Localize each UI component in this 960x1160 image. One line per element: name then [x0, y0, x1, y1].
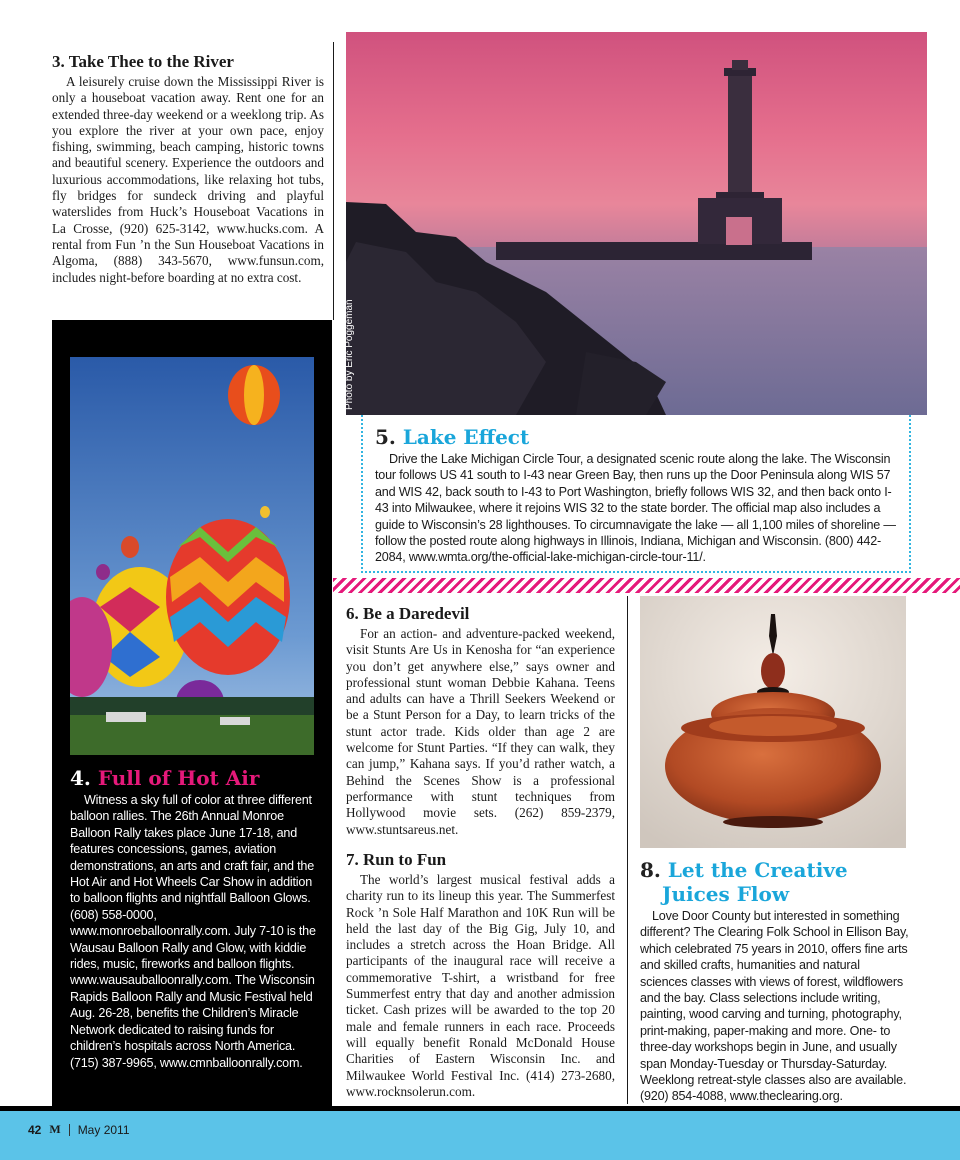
hot-air-balloons-photo	[70, 357, 314, 755]
column-rule-top	[333, 42, 334, 320]
wooden-bowl-illustration	[640, 596, 906, 848]
section-5-body: Drive the Lake Michigan Circle Tour, a designated scenic route along the lake. The Wisconsin tour follows US 41 south to I-43 near Green Bay, then runs up the Door Peninsula along WIS 57 and WIS 42, back south to I-43 to Port Washington, briefly follows WIS 32, and then back onto I-43 into Milwaukee, where it rejoins WIS 32 to the state border. The official map also includes a guide to Wisconsin’s 28 lighthouses. To circumnavigate the lake — all 1,100 miles of shoreline — follow the posted route along highways in Illinois, Indiana, Michigan and Wisconsin. (800) 442-2084, www.wmta.org/the-official-lake-michigan-circle-tour-11/.	[375, 452, 896, 565]
photo-credit-text: Photo by Eric Poggeman	[344, 299, 355, 410]
section-6-body: For an action- and adventure-packed weekend, visit Stunts Are Us in Kenosha for “an experience you don’t get anywhere else,” says owner and professional stunt woman Debbie Kahana. Teens and adults can have a Thrill Seekers Weekend or be a Stunt Person for a Day, to learn tricks of the stunt actor trade. Kids older than age 2 are welcome for Stunt Parties. “If they can walk, they can jump,” Kahana says. If you’d rather watch, a Behind the Scenes Show is a professional performance with stunt techniques from Hollywood movie sets. (262) 859-2379, www.stuntsareus.net.	[346, 626, 615, 837]
page-number: 42	[28, 1122, 42, 1137]
section-6-title: Be a Daredevil	[363, 604, 470, 623]
section-5-title: Lake Effect	[402, 425, 530, 449]
hatched-divider	[333, 578, 960, 593]
article-lake-effect	[361, 415, 911, 573]
section-4-heading	[70, 766, 318, 790]
article-be-a-daredevil	[346, 604, 615, 838]
section-4-body: Witness a sky full of color at three different balloon rallies. The 26th Annual Monroe Balloon Rally takes place June 17-18, and features concessions, games, aviation demonstrations, an arts and craft fair, and the Hot Air and Hot Wheels Car Show in addition to balloon flights and nightfall Balloon Glows. (608) 558-0000, www.monroeballoonrally.com. July 7-10 is the Wausau Balloon Rally and Glow, with kiddie rides, music, fireworks and balloon flights. www.wausauballoonrally.com. The Wisconsin Rapids Balloon Rally and Music Festival held Aug. 26-28, benefits the Children’s Miracle Network dedicated to raising funds for children’s hospitals across North America. (715) 387-9965, www.cmnballoonrally.com.	[70, 793, 316, 1070]
article-creative-juices	[640, 858, 910, 1105]
footer-band	[0, 1111, 960, 1160]
balloons-photo-illustration	[70, 357, 314, 755]
section-5-number: 5.	[375, 425, 396, 449]
article-take-thee-to-the-river	[52, 52, 324, 286]
lighthouse-photo	[346, 32, 927, 415]
folio-separator	[69, 1124, 70, 1136]
section-8-title-line-1: Let the Creative	[667, 858, 848, 882]
article-full-of-hot-air	[70, 766, 318, 1071]
column-rule-bottom	[627, 596, 628, 1104]
magazine-logo: M	[49, 1122, 61, 1136]
section-8-number: 8.	[640, 858, 661, 882]
section-6-number: 6.	[346, 604, 359, 623]
section-8-title-line-2: Juices Flow	[662, 882, 790, 906]
section-8-heading	[640, 858, 910, 906]
section-3-title: Take Thee to the River	[68, 52, 234, 71]
section-5-heading	[375, 425, 897, 449]
section-4-number: 4.	[70, 766, 91, 790]
lighthouse-photo-illustration	[346, 32, 927, 415]
section-4-title: Full of Hot Air	[97, 766, 260, 790]
section-8-body: Love Door County but interested in something different? The Clearing Folk School in Ellison Bay, which celebrated 75 years in 2010, offers fine arts and skilled crafts, humanities and natural sciences classes with views of forest, wildflowers and the bay. Class selections include writing, painting, wood carving and turning, photography, print-making, paper-making and more. One- to three-day workshops begin in June, and usually span Monday-Tuesday or Thursday-Saturday. Weeklong retreat-style classes also are available. (920) 854-4088, www.theclearing.org.	[640, 909, 909, 1104]
issue-date: May 2011	[77, 1122, 130, 1137]
section-7-heading	[346, 850, 615, 870]
folio	[28, 1122, 130, 1137]
section-7-title: Run to Fun	[363, 850, 447, 869]
section-7-number: 7.	[346, 850, 359, 869]
section-7-body: The world’s largest musical festival adds a charity run to its lineup this year. The Summerfest Rock ’n Sole Half Marathon and 10K Run will be held the last day of the Big Gig, July 10, and includes a stretch across the Hoan Bridge. All participants of the inaugural race will receive a commemorative T-shirt, a wristband for free Summerfest entry that day and another admission ticket. Cash prizes will be awarded to the top 20 male and female runners in each race. Proceeds will equally benefit Ronald McDonald House Charities of Eastern Wisconsin Inc. and Milwaukee World Festival Inc. (414) 273-2680, www.rocknsolerun.com.	[346, 872, 615, 1099]
section-3-heading	[52, 52, 324, 72]
wooden-bowl-photo	[640, 596, 906, 848]
section-3-number: 3.	[52, 52, 65, 71]
section-6-heading	[346, 604, 615, 624]
article-run-to-fun	[346, 850, 615, 1100]
section-3-body: A leisurely cruise down the Mississippi River is only a houseboat vacation away. Rent one for an extended three-day weekend or a weeklong trip. As you explore the river at your own pace, enjoy fishing, swimming, beach camping, historic towns and beautiful scenery. Experience the outdoors and luxurious accommodations, like relaxing hot tubs, fly bridges for sundeck driving and playful waterslides from Huck’s Houseboat Vacations in La Crosse, (920) 625-3142, www.hucks.com. A rental from Fun ’n the Sun Houseboat Vacations in Algoma, (888) 343-5670, www.funsun.com, includes night-before boarding at no extra cost.	[52, 74, 324, 285]
